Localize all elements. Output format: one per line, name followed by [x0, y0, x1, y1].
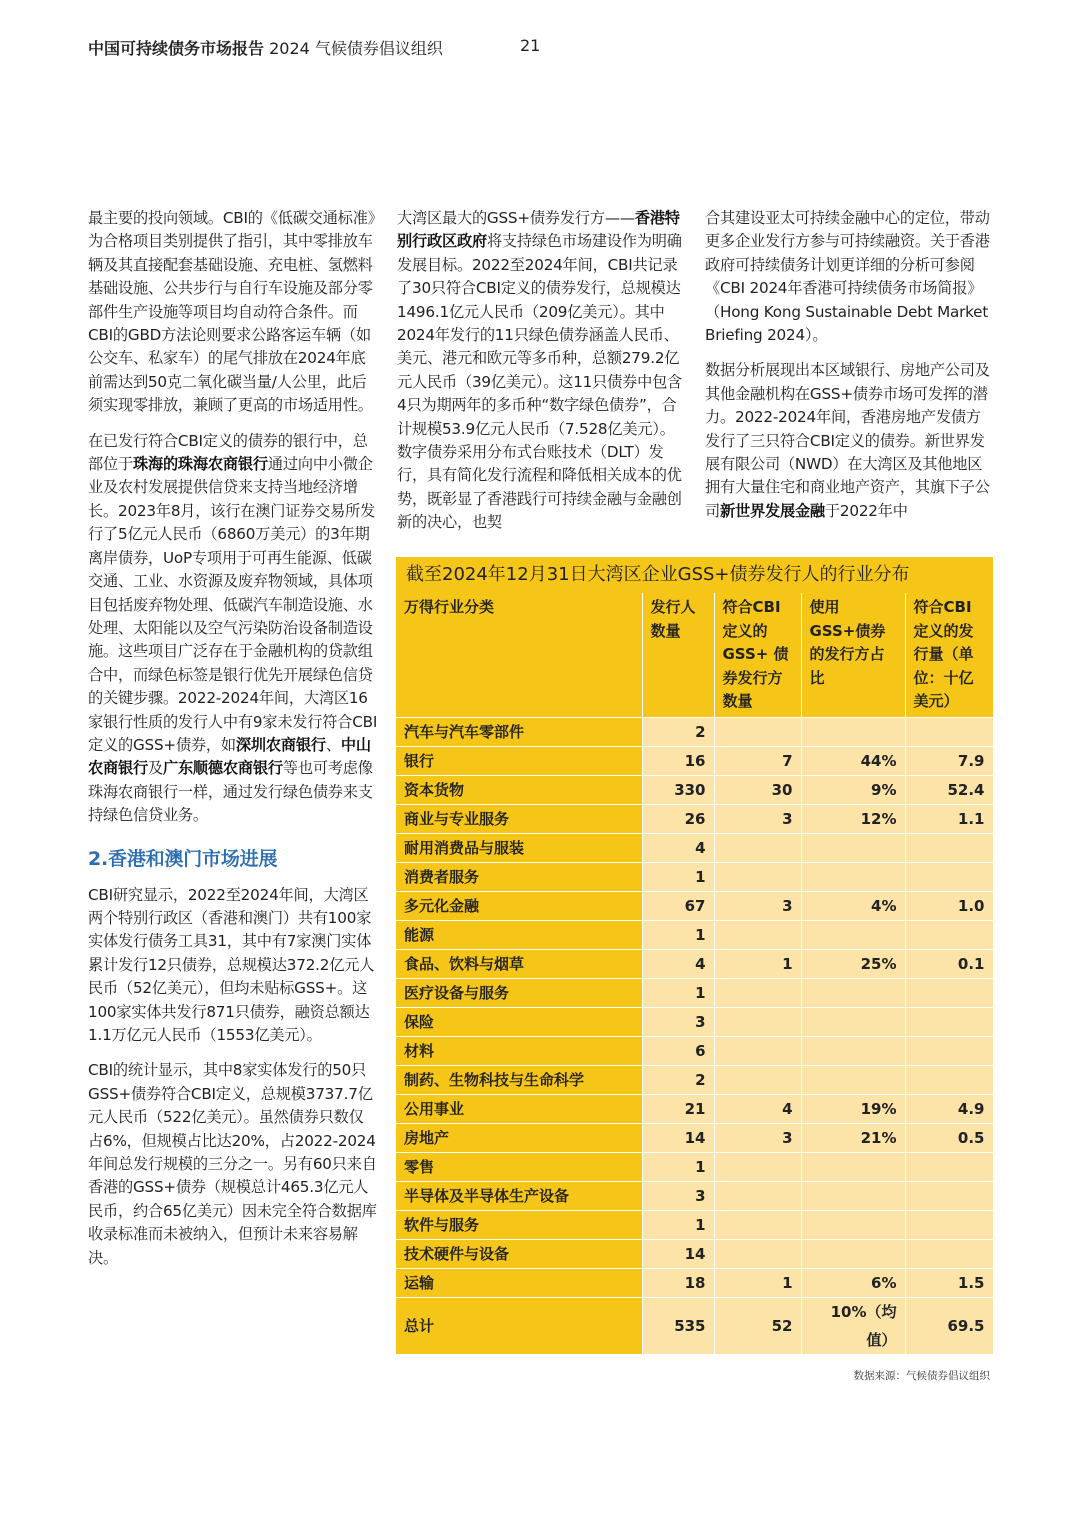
table-cell-name: 零售 [396, 1152, 642, 1181]
table-cell-name: 耐用消费品与服装 [396, 833, 642, 862]
table-row [396, 1268, 993, 1297]
table-cell-cbi: 3 [714, 1123, 801, 1152]
table-cell-cbi: 7 [714, 746, 801, 775]
table-cell-name: 能源 [396, 920, 642, 949]
table-cell-cbi [714, 862, 801, 891]
table-row [396, 717, 993, 746]
table-cell-cbi: 1 [714, 1268, 801, 1297]
table-cell-volume: 52.4 [905, 775, 993, 804]
table-cell-issuers: 67 [642, 891, 714, 920]
table-cell-name: 房地产 [396, 1123, 642, 1152]
table-cell-share: 10%（均值） [801, 1297, 905, 1354]
text-column-2 [397, 207, 687, 547]
table-cell-share: 12% [801, 804, 905, 833]
column-header: 发行人数量 [642, 593, 714, 717]
industry-table [396, 557, 993, 1355]
table-cell-name: 半导体及半导体生产设备 [396, 1181, 642, 1210]
paragraph: 最主要的投向领域。CBI的《低碳交通标准》为合格项目类别提供了指引，其中零排放车辆及其直接配套基础设施、充电桩、氢燃料基础设施、公共步行与自行车设施及部分零部件生产设施等项目均自动符合条件。而CBI的GBD方法论则要求公路客运车辆（如公交车、私家车）的尾气排放在2024年底前需达到50克二氧化碳当量/人公里，此后须实现零排放，兼顾了更高的市场适用性。 [88, 209, 376, 415]
table-cell-issuers: 2 [642, 1065, 714, 1094]
table-row [396, 920, 993, 949]
text-column-3 [705, 207, 995, 535]
table-cell-issuers: 14 [642, 1239, 714, 1268]
table-cell-share [801, 1239, 905, 1268]
table-cell-share [801, 1036, 905, 1065]
paragraph: 数据分析展现出本区域银行、房地产公司及其他金融机构在GSS+债券市场可发挥的潜力。2022-2024年间，香港房地产发债方发行了三只符合CBI定义的债券。新世界发展有限公司（NWD）在大湾区及其他地区拥有大量住宅和商业地产资产，其旗下子公司新世界发展金融于2022年中 [705, 361, 990, 520]
table-cell-share [801, 1210, 905, 1239]
table-cell-issuers: 330 [642, 775, 714, 804]
table-cell-share: 6% [801, 1268, 905, 1297]
table-cell-cbi [714, 717, 801, 746]
table-cell-issuers: 16 [642, 746, 714, 775]
table-cell-volume: 1.1 [905, 804, 993, 833]
table-row [396, 775, 993, 804]
table-row [396, 1123, 993, 1152]
table-row [396, 891, 993, 920]
table-cell-share [801, 978, 905, 1007]
table-cell-share: 9% [801, 775, 905, 804]
table-row [396, 1297, 993, 1354]
table-cell-share: 19% [801, 1094, 905, 1123]
table-cell-issuers: 4 [642, 833, 714, 862]
table-cell-volume: 1.0 [905, 891, 993, 920]
table-cell-volume: 4.9 [905, 1094, 993, 1123]
paragraph: 大湾区最大的GSS+债券发行方——香港特别行政区政府将支持绿色市场建设作为明确发展目标。2022至2024年间，CBI共记录了30只符合CBI定义的债券发行，总规模达1496.1亿元人民币（209亿美元）。其中2024年发行的11只绿色债券涵盖人民币、美元、港元和欧元等多币种，总额279.2亿元人民币（39亿美元）。这11只债券中包含4只为期两年的多币种“数字绿色债券”，合计规模53.9亿元人民币（7.528亿美元）。数字债券采用分布式台账技术（DLT）发行，具有简化发行流程和降低相关成本的优势，既彰显了香港践行可持续金融与金融创新的决心，也契 [397, 209, 683, 532]
table-cell-share: 21% [801, 1123, 905, 1152]
table-cell-volume [905, 1239, 993, 1268]
text-column-1 [88, 207, 378, 1282]
table-title: 截至2024年12月31日大湾区企业GSS+债券发行人的行业分布 [396, 557, 993, 593]
table-row [396, 1007, 993, 1036]
table-cell-cbi [714, 1210, 801, 1239]
table-row [396, 862, 993, 891]
page-number: 21 [520, 36, 541, 55]
table-cell-issuers: 2 [642, 717, 714, 746]
table-cell-name: 软件与服务 [396, 1210, 642, 1239]
table-cell-volume: 1.5 [905, 1268, 993, 1297]
paragraph: 合其建设亚太可持续金融中心的定位，带动更多企业发行方参与可持续融资。关于香港政府可持续债务计划更详细的分析可参阅《CBI 2024年香港可持续债务市场简报》（Hong Kong Sustainable Debt Market Briefing 2024）。 [705, 209, 990, 345]
table-cell-cbi [714, 978, 801, 1007]
table-cell-cbi [714, 1239, 801, 1268]
table-cell-cbi [714, 833, 801, 862]
table-cell-volume: 0.5 [905, 1123, 993, 1152]
table-row [396, 1181, 993, 1210]
data-source: 数据来源：气候债券倡议组织 [853, 1370, 990, 1382]
table-cell-volume [905, 1007, 993, 1036]
table-cell-share [801, 1007, 905, 1036]
table-cell-volume: 0.1 [905, 949, 993, 978]
table-cell-name: 汽车与汽车零部件 [396, 717, 642, 746]
paragraph: CBI研究显示，2022至2024年间，大湾区两个特别行政区（香港和澳门）共有100家实体发行债务工具31，其中有7家澳门实体累计发行12只债券，总规模达372.2亿元人民币（52亿美元），但均未贴标GSS+。这100家实体共发行871只债券，融资总额达1.1万亿元人民币（1553亿美元）。 [88, 885, 375, 1044]
table-cell-share: 4% [801, 891, 905, 920]
table-header-row [396, 593, 993, 717]
table-cell-share [801, 1181, 905, 1210]
report-title: 中国可持续债务市场报告 [88, 39, 265, 58]
table-cell-issuers: 1 [642, 978, 714, 1007]
column-header: 符合CBI定义的发行量（单位：十亿美元） [905, 593, 993, 717]
table-cell-volume [905, 717, 993, 746]
table-cell-cbi [714, 1152, 801, 1181]
table-cell-cbi [714, 1181, 801, 1210]
table-cell-cbi: 52 [714, 1297, 801, 1354]
table-cell-name: 银行 [396, 746, 642, 775]
table-cell-share: 25% [801, 949, 905, 978]
paragraph: 在已发行符合CBI定义的债券的银行中，总部位于珠海的珠海农商银行通过向中小微企业及农村发展提供信贷来支持当地经济增长。2023年8月，该行在澳门证券交易所发行了5亿元人民币（6860万美元）的3年期离岸债券，UoP专项用于可再生能源、低碳交通、工业、水资源及废弃物领域，具体项目包括废弃物处理、低碳汽车制造设施、水处理、太阳能以及空气污染防治设备制造设施。这些项目广泛存在于金融机构的贷款组合中，而绿色标签是银行优先开展绿色信贷的关键步骤。2022-2024年间，大湾区16家银行性质的发行人中有9家未发行符合CBI定义的GSS+债券，如深圳农商银行、中山农商银行及广东顺德农商银行等也可考虑像珠海农商银行一样，通过发行绿色债券来支持绿色信贷业务。 [88, 431, 378, 825]
table-cell-cbi: 4 [714, 1094, 801, 1123]
table-cell-name: 医疗设备与服务 [396, 978, 642, 1007]
table-cell-cbi: 1 [714, 949, 801, 978]
table-cell-name: 公用事业 [396, 1094, 642, 1123]
table-cell-share [801, 1065, 905, 1094]
table-row [396, 746, 993, 775]
table-cell-issuers: 1 [642, 1152, 714, 1181]
table-cell-name: 制药、生物科技与生命科学 [396, 1065, 642, 1094]
table-cell-issuers: 1 [642, 1210, 714, 1239]
table-cell-volume [905, 862, 993, 891]
table-row [396, 1036, 993, 1065]
table-cell-name: 资本货物 [396, 775, 642, 804]
table-cell-issuers: 14 [642, 1123, 714, 1152]
table-cell-issuers: 3 [642, 1181, 714, 1210]
table-cell-volume [905, 833, 993, 862]
table-row [396, 1094, 993, 1123]
table-cell-volume [905, 1210, 993, 1239]
table-cell-volume [905, 920, 993, 949]
table-cell-volume [905, 978, 993, 1007]
page-header [88, 36, 443, 59]
table-cell-volume: 7.9 [905, 746, 993, 775]
table-cell-share: 44% [801, 746, 905, 775]
table-cell-issuers: 6 [642, 1036, 714, 1065]
table-row [396, 1239, 993, 1268]
table-cell-cbi [714, 920, 801, 949]
table-row [396, 1065, 993, 1094]
table-cell-volume [905, 1152, 993, 1181]
table-cell-issuers: 535 [642, 1297, 714, 1354]
table-cell-issuers: 18 [642, 1268, 714, 1297]
table-cell-name: 材料 [396, 1036, 642, 1065]
table-cell-share [801, 1152, 905, 1181]
table-cell-cbi [714, 1007, 801, 1036]
table-cell-cbi [714, 1065, 801, 1094]
table-cell-share [801, 717, 905, 746]
table-cell-name: 消费者服务 [396, 862, 642, 891]
table-row [396, 1152, 993, 1181]
table-cell-name: 技术硬件与设备 [396, 1239, 642, 1268]
table-cell-name: 运输 [396, 1268, 642, 1297]
table-cell-share [801, 862, 905, 891]
data-table [396, 593, 994, 1355]
table-cell-volume [905, 1181, 993, 1210]
table-cell-issuers: 4 [642, 949, 714, 978]
table-cell-issuers: 1 [642, 862, 714, 891]
table-row [396, 1210, 993, 1239]
table-row [396, 804, 993, 833]
table-cell-issuers: 1 [642, 920, 714, 949]
table-cell-volume: 69.5 [905, 1297, 993, 1354]
table-cell-cbi [714, 1036, 801, 1065]
column-header: 使用GSS+债券的发行方占比 [801, 593, 905, 717]
column-header: 万得行业分类 [396, 593, 642, 717]
table-cell-issuers: 26 [642, 804, 714, 833]
table-row [396, 833, 993, 862]
table-cell-cbi: 30 [714, 775, 801, 804]
table-row [396, 978, 993, 1007]
table-cell-name: 保险 [396, 1007, 642, 1036]
table-cell-name: 食品、饮料与烟草 [396, 949, 642, 978]
table-row [396, 949, 993, 978]
paragraph: CBI的统计显示，其中8家实体发行的50只GSS+债券符合CBI定义，总规模3737.7亿元人民币（522亿美元）。虽然债券只数仅占6%，但规模占比达20%，占2022-2024年间总发行规模的三分之一。另有60只来自香港的GSS+债券（规模总计465.3亿元人民币，约合65亿美元）因未完全符合数据库收录标准而未被纳入，但预计未来容易解决。 [88, 1061, 377, 1267]
table-cell-name: 总计 [396, 1297, 642, 1354]
table-cell-issuers: 21 [642, 1094, 714, 1123]
section-title: 2.香港和澳门市场进展 [88, 847, 278, 870]
table-cell-issuers: 3 [642, 1007, 714, 1036]
report-subtitle: 2024 气候债券倡议组织 [264, 39, 443, 58]
table-cell-volume [905, 1065, 993, 1094]
table-cell-cbi: 3 [714, 804, 801, 833]
column-header: 符合CBI定义的GSS+ 债券发行方数量 [714, 593, 801, 717]
table-cell-cbi: 3 [714, 891, 801, 920]
table-cell-name: 多元化金融 [396, 891, 642, 920]
table-cell-volume [905, 1036, 993, 1065]
table-cell-share [801, 920, 905, 949]
table-cell-share [801, 833, 905, 862]
table-cell-name: 商业与专业服务 [396, 804, 642, 833]
